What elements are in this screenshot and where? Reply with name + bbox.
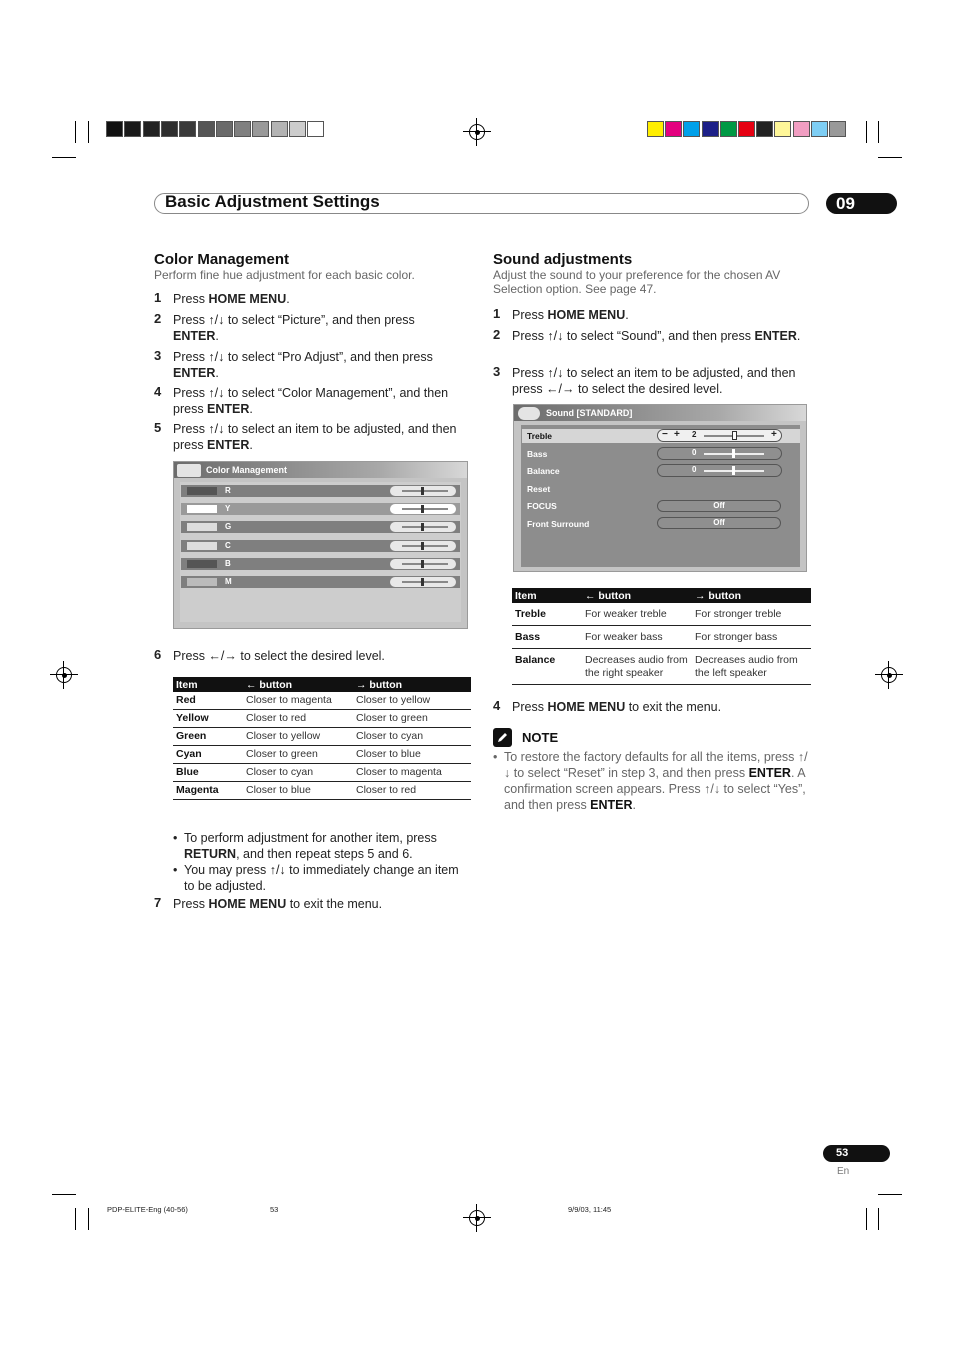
table-header-cell: → button bbox=[353, 677, 471, 692]
osd-row-g[interactable] bbox=[181, 521, 460, 533]
cm-bullet-list bbox=[173, 830, 469, 894]
focus-value[interactable]: Off bbox=[657, 500, 781, 512]
bass-slider[interactable] bbox=[657, 447, 782, 460]
osd-title: Color Management bbox=[206, 465, 288, 475]
sound-step-2: 2 Press ↑/↓ to select “Sound”, and then press ENTER. bbox=[493, 327, 801, 343]
sound-heading bbox=[493, 251, 813, 296]
reset-label[interactable]: Reset bbox=[527, 484, 551, 494]
table-row bbox=[173, 764, 471, 782]
table-cell: For stronger bass bbox=[692, 626, 811, 649]
chapter-badge: 09 bbox=[826, 193, 897, 214]
osd-row-b[interactable] bbox=[181, 558, 460, 570]
color-swatch bbox=[234, 121, 251, 137]
color-swatch bbox=[756, 121, 773, 137]
note-list bbox=[493, 749, 809, 813]
color-swatch bbox=[198, 121, 215, 137]
table-header-cell: ← button bbox=[582, 588, 692, 603]
table-cell: Closer to red bbox=[353, 782, 471, 800]
osd-row-c[interactable] bbox=[181, 540, 460, 552]
color-swatch bbox=[143, 121, 160, 137]
osd-row-label: Y bbox=[225, 504, 231, 514]
osd-row-label: G bbox=[225, 522, 232, 532]
cm-step-7: 7 Press HOME MENU to exit the menu. bbox=[154, 895, 383, 911]
cm-step-5: 5 Press ↑/↓ to select an item to be adjusted, and then press ENTER. bbox=[154, 420, 457, 452]
sound-step-3: 3 Press ↑/↓ to select an item to be adjusted, and then press ←/→ to select the desired level. bbox=[493, 364, 796, 396]
front-surround-value[interactable]: Off bbox=[657, 517, 781, 529]
table-cell: Closer to green bbox=[243, 746, 353, 764]
color-swatch bbox=[179, 121, 196, 137]
color-swatch bbox=[252, 121, 269, 137]
list-item: • To perform adjustment for another item, press RETURN, and then repeat steps 5 and 6. bbox=[173, 830, 469, 862]
plus-icon: + bbox=[674, 429, 680, 440]
color-swatch bbox=[829, 121, 846, 137]
table-header-row bbox=[512, 588, 811, 603]
table-cell: Magenta bbox=[173, 782, 243, 800]
table-cell: Closer to yellow bbox=[353, 692, 471, 710]
monitor-icon bbox=[177, 464, 201, 477]
footer-date: 9/9/03, 11:45 bbox=[568, 1205, 612, 1214]
sound-screen bbox=[513, 404, 807, 572]
color-swatch bbox=[289, 121, 306, 137]
slider-thumb bbox=[421, 542, 424, 550]
table-cell: Closer to blue bbox=[353, 746, 471, 764]
color-sample bbox=[187, 542, 217, 550]
table-cell: For stronger treble bbox=[692, 603, 811, 626]
table-cell: Decreases audio from the left speaker bbox=[692, 649, 811, 685]
page-title: Basic Adjustment Settings bbox=[165, 192, 380, 211]
table-cell: Cyan bbox=[173, 746, 243, 764]
table-row bbox=[173, 782, 471, 800]
color-sample bbox=[187, 505, 217, 513]
table-header-cell: ← button bbox=[243, 677, 353, 692]
color-swatch bbox=[106, 121, 123, 137]
cm-step-4: 4 Press ↑/↓ to select “Color Management”, and then press ENTER. bbox=[154, 384, 449, 416]
osd-row-y[interactable] bbox=[181, 503, 460, 515]
color-swatch bbox=[738, 121, 755, 137]
table-cell: Closer to magenta bbox=[243, 692, 353, 710]
color-sample bbox=[187, 560, 217, 568]
color-swatch bbox=[683, 121, 700, 137]
page-lang: En bbox=[837, 1166, 850, 1177]
color-management-heading bbox=[154, 251, 454, 282]
osd-row-label: R bbox=[225, 486, 231, 495]
level-slider[interactable] bbox=[390, 541, 456, 551]
osd-row-label: M bbox=[225, 577, 232, 586]
table-cell: Decreases audio from the right speaker bbox=[582, 649, 692, 685]
footer-page: 53 bbox=[270, 1205, 279, 1214]
table-cell: Closer to cyan bbox=[243, 764, 353, 782]
note-title: NOTE bbox=[522, 730, 559, 745]
balance-value: 0 bbox=[692, 465, 697, 474]
level-slider[interactable] bbox=[390, 522, 456, 532]
sound-step-1: 1 Press HOME MENU. bbox=[493, 306, 629, 322]
color-swatch bbox=[307, 121, 324, 137]
registration-mark-icon bbox=[467, 122, 487, 142]
color-swatch bbox=[720, 121, 737, 137]
table-row bbox=[173, 728, 471, 746]
section-subtitle: Adjust the sound to your preference for the chosen AV Selection option. See page 47. bbox=[493, 268, 781, 296]
page-number: 53 bbox=[823, 1145, 890, 1162]
focus-label: FOCUS bbox=[527, 501, 557, 511]
treble-value: 2 bbox=[692, 430, 697, 439]
table-cell: Closer to blue bbox=[243, 782, 353, 800]
plus-icon: + bbox=[771, 429, 777, 440]
osd-row-label: B bbox=[225, 558, 231, 568]
level-slider[interactable] bbox=[390, 577, 456, 587]
registration-mark-icon bbox=[54, 665, 74, 685]
minus-icon: − bbox=[662, 429, 668, 440]
color-swatch bbox=[665, 121, 682, 137]
color-swatch bbox=[216, 121, 233, 137]
table-cell: Red bbox=[173, 692, 243, 710]
table-row bbox=[512, 603, 811, 626]
cm-step-2: 2 Press ↑/↓ to select “Picture”, and then press ENTER. bbox=[154, 311, 415, 343]
table-cell: Blue bbox=[173, 764, 243, 782]
table-row bbox=[173, 692, 471, 710]
section-title: Sound adjustments bbox=[493, 251, 633, 268]
color-adjust-table bbox=[173, 677, 471, 800]
level-slider[interactable] bbox=[390, 486, 456, 496]
color-swatch bbox=[811, 121, 828, 137]
table-header-row bbox=[173, 677, 471, 692]
slider-thumb bbox=[732, 431, 737, 440]
section-title: Color Management bbox=[154, 251, 290, 268]
table-cell: Yellow bbox=[173, 710, 243, 728]
color-swatch bbox=[271, 121, 288, 137]
color-swatch bbox=[793, 121, 810, 137]
color-sample bbox=[187, 487, 217, 495]
osd-row-label: C bbox=[225, 540, 231, 550]
table-cell: Closer to yellow bbox=[243, 728, 353, 746]
table-row bbox=[173, 746, 471, 764]
note-icon bbox=[493, 728, 512, 747]
list-item: • You may press ↑/↓ to immediately change an item to be adjusted. bbox=[173, 862, 469, 894]
speaker-icon bbox=[518, 407, 540, 420]
registration-mark-icon bbox=[467, 1208, 487, 1228]
color-swatch bbox=[647, 121, 664, 137]
section-subtitle: Perform fine hue adjustment for each basic color. bbox=[154, 268, 415, 282]
slider-thumb bbox=[421, 487, 424, 495]
footer-file: PDP-ELITE-Eng (40-56) bbox=[107, 1205, 188, 1214]
color-swatch bbox=[161, 121, 178, 137]
table-cell: Bass bbox=[512, 626, 582, 649]
treble-slider[interactable] bbox=[657, 429, 782, 442]
table-cell: Balance bbox=[512, 649, 582, 685]
slider-thumb bbox=[421, 505, 424, 513]
sound-step-4: 4 Press HOME MENU to exit the menu. bbox=[493, 698, 722, 714]
table-cell: Closer to green bbox=[353, 710, 471, 728]
cm-step-6: 6 Press ←/→ to select the desired level. bbox=[154, 647, 385, 663]
table-cell: Closer to magenta bbox=[353, 764, 471, 782]
table-cell: For weaker bass bbox=[582, 626, 692, 649]
slider-thumb bbox=[421, 560, 424, 568]
table-row bbox=[512, 626, 811, 649]
cm-step-1: 1 Press HOME MENU. bbox=[154, 290, 290, 306]
table-row bbox=[173, 710, 471, 728]
list-item: • To restore the factory defaults for all the items, press ↑/↓ to select “Reset” in step 3, and then press ENTER. A confirmation screen appears. Press ↑/↓ to select “Yes”, and then press ENTER. bbox=[493, 749, 809, 813]
bass-label: Bass bbox=[527, 449, 548, 459]
table-cell: For weaker treble bbox=[582, 603, 692, 626]
level-slider[interactable] bbox=[390, 559, 456, 569]
balance-label: Balance bbox=[527, 466, 560, 476]
bass-value: 0 bbox=[692, 448, 697, 457]
table-cell: Closer to red bbox=[243, 710, 353, 728]
treble-label: Treble bbox=[527, 431, 553, 441]
table-row bbox=[512, 649, 811, 685]
table-header-cell: Item bbox=[512, 588, 582, 603]
color-swatch bbox=[774, 121, 791, 137]
front-surround-label: Front Surround bbox=[527, 519, 590, 529]
sound-adjust-table bbox=[512, 588, 811, 685]
osd-title: Sound [STANDARD] bbox=[546, 408, 633, 418]
osd-row-r[interactable] bbox=[181, 485, 460, 497]
color-swatch bbox=[702, 121, 719, 137]
color-sample bbox=[187, 578, 217, 586]
table-header-cell: Item bbox=[173, 677, 243, 692]
color-sample bbox=[187, 523, 217, 531]
color-management-screen bbox=[173, 461, 468, 629]
osd-row-m[interactable] bbox=[181, 576, 460, 588]
table-cell: Treble bbox=[512, 603, 582, 626]
table-cell: Closer to cyan bbox=[353, 728, 471, 746]
table-cell: Green bbox=[173, 728, 243, 746]
table-header-cell: → button bbox=[692, 588, 811, 603]
slider-thumb bbox=[421, 523, 424, 531]
color-swatch bbox=[124, 121, 141, 137]
level-slider[interactable] bbox=[390, 504, 456, 514]
slider-thumb bbox=[421, 578, 424, 586]
cm-step-3: 3 Press ↑/↓ to select “Pro Adjust”, and then press ENTER. bbox=[154, 348, 433, 380]
registration-mark-icon bbox=[879, 665, 899, 685]
balance-slider[interactable] bbox=[657, 464, 782, 477]
